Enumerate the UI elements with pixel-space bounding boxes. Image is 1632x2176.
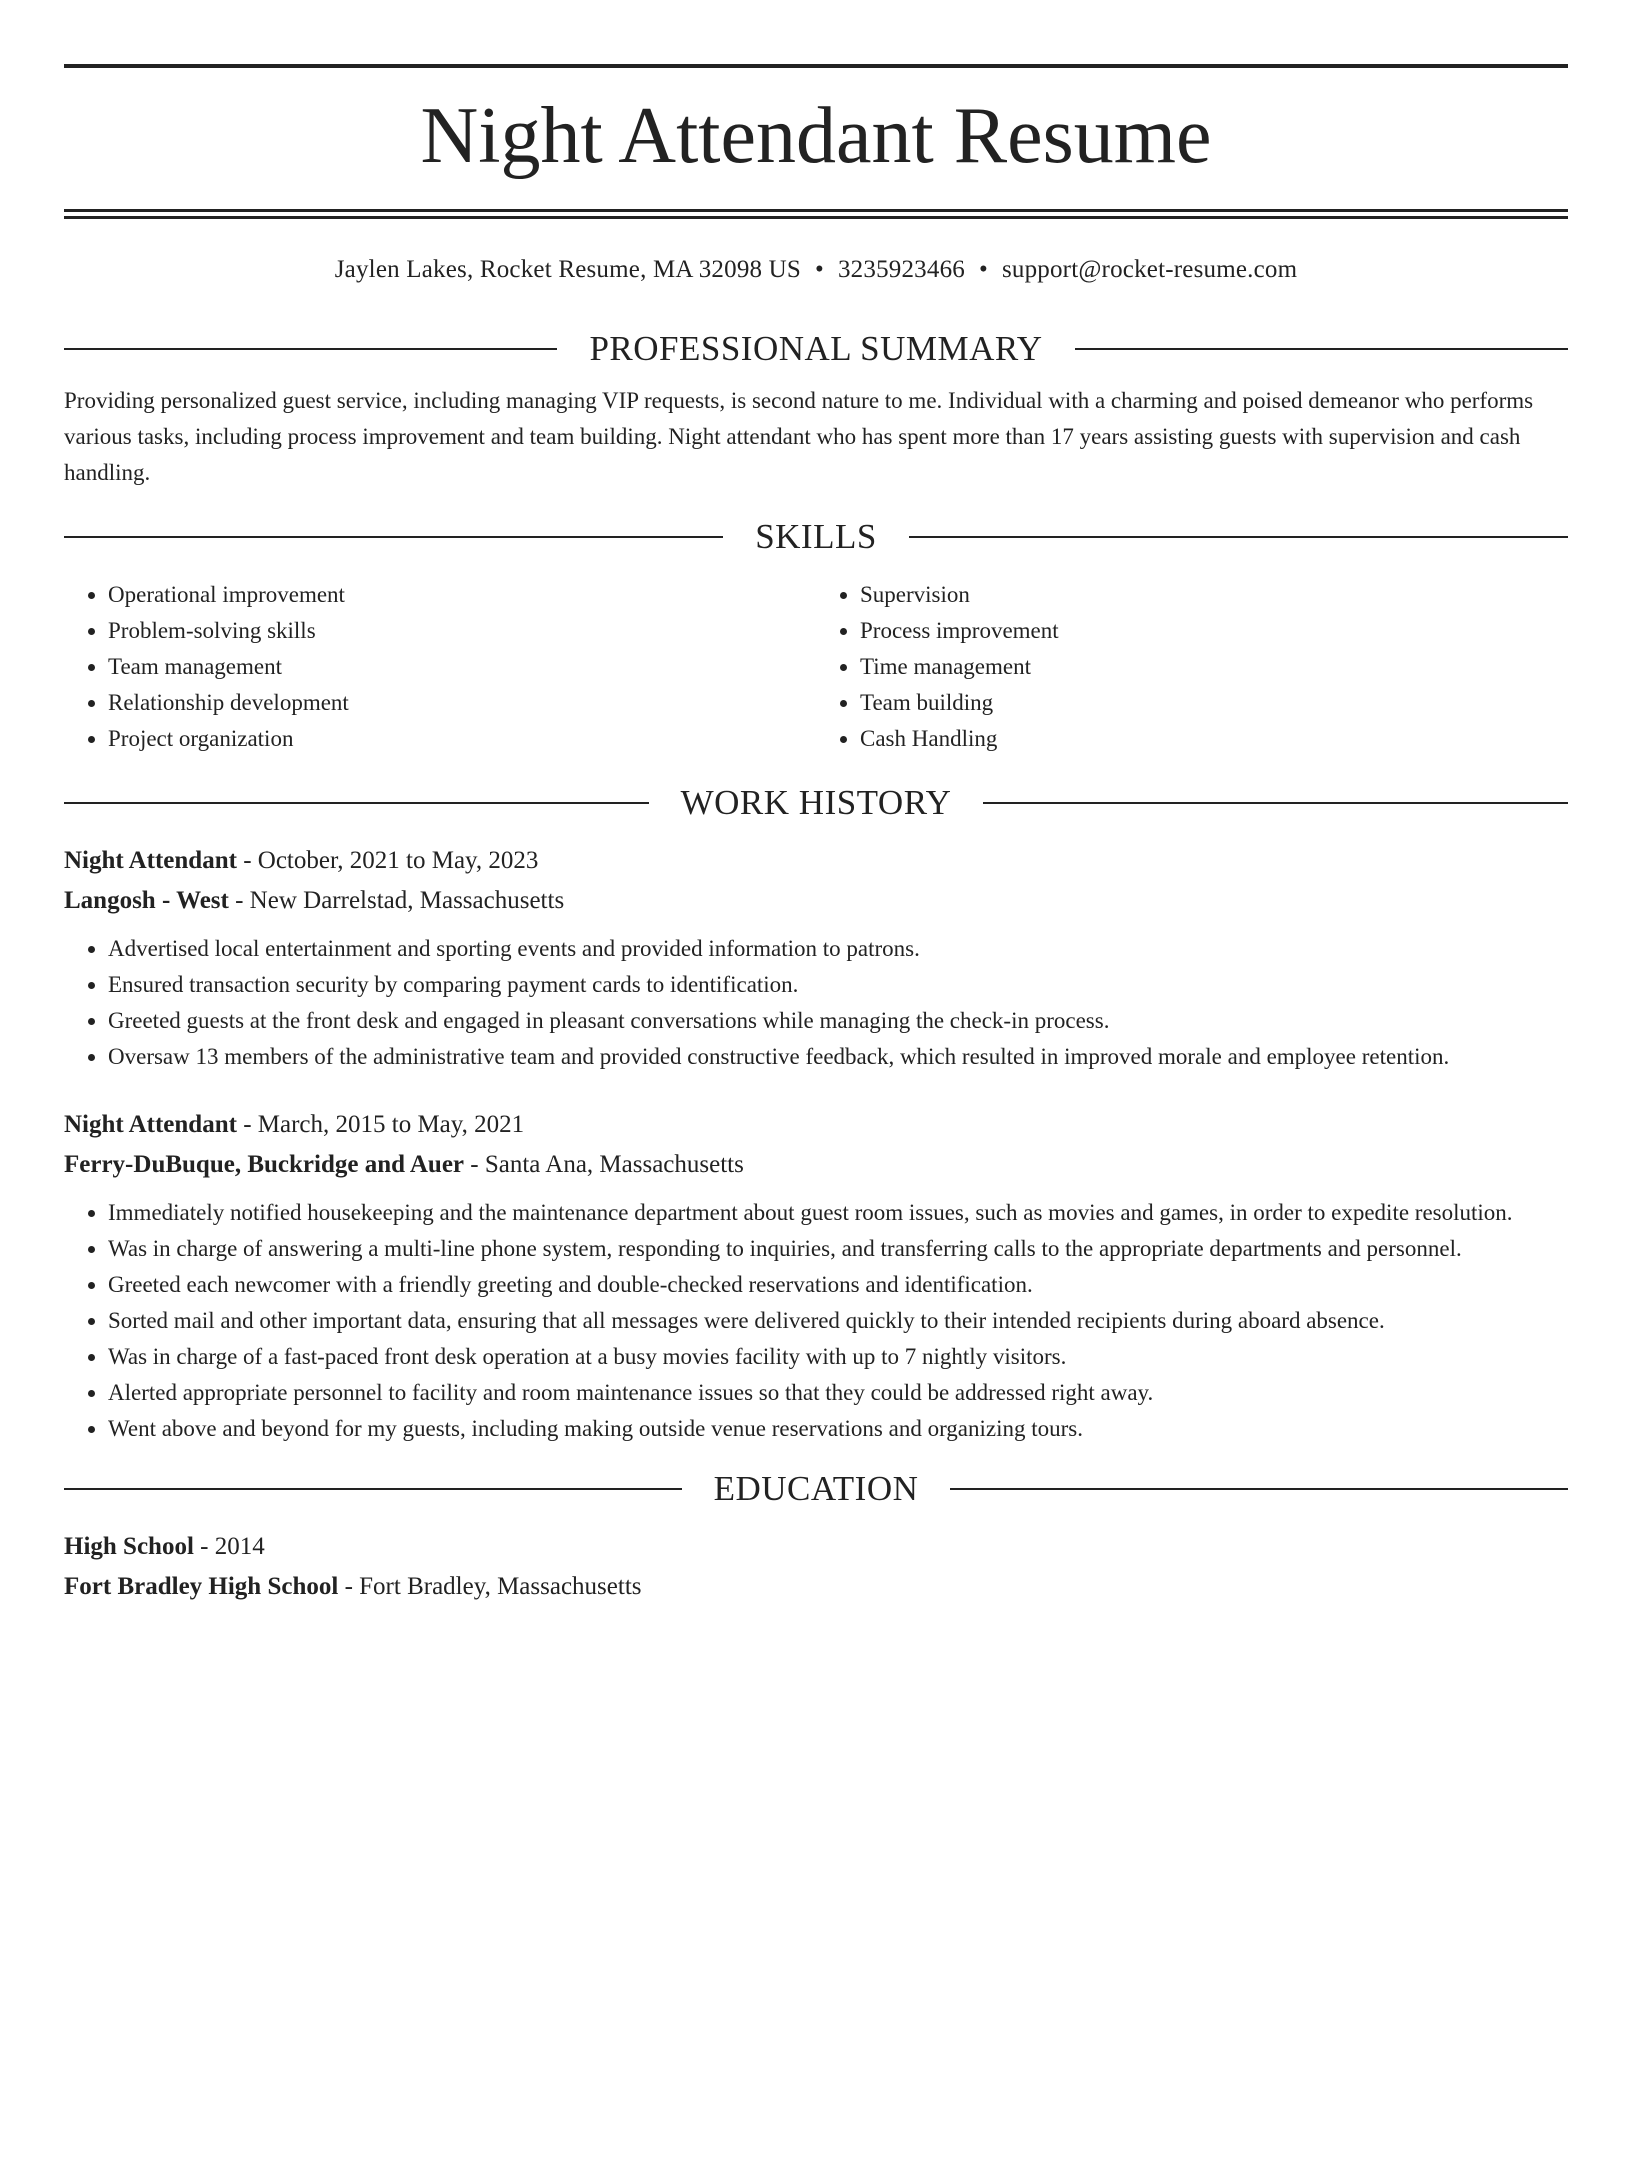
work-heading-label: WORK HISTORY (680, 783, 952, 822)
heading-rule-left (64, 1488, 682, 1490)
skill-item: • Cash Handling (860, 721, 1568, 757)
job-location: - New Darrelstad, Massachusetts (228, 887, 565, 914)
job-bullet: • Immediately notified housekeeping and the maintenance department about guest room issues, such as movies and games, in order to expedite resolution. (108, 1195, 1568, 1231)
job-title: Night Attendant (64, 1111, 237, 1138)
job-company: Ferry-DuBuque, Buckridge and Auer (64, 1151, 465, 1178)
job-bullet: • Went above and beyond for my guests, including making outside venue reservations and organizing tours. (108, 1411, 1568, 1447)
skill-item: • Problem-solving skills (108, 613, 816, 649)
heading-rule-right (983, 802, 1568, 804)
skills-column-left (64, 577, 816, 757)
job-dates: - March, 2015 to May, 2021 (236, 1111, 525, 1138)
skill-item: • Time management (860, 649, 1568, 685)
title-double-rule (64, 209, 1568, 219)
education-location: - Fort Bradley, Massachusetts (338, 1573, 642, 1600)
skills-list (64, 577, 1568, 757)
skill-item: • Project organization (108, 721, 816, 757)
job-company-line (64, 881, 1568, 921)
job-bullets (64, 931, 1568, 1075)
heading-rule-left (64, 536, 723, 538)
skills-heading (64, 517, 1568, 557)
education-school: Fort Bradley High School (64, 1573, 339, 1600)
education-degree-line (64, 1527, 1568, 1567)
job-title: Night Attendant (64, 847, 237, 874)
summary-heading-label: PROFESSIONAL SUMMARY (589, 329, 1043, 368)
contact-email: support@rocket-resume.com (1001, 256, 1298, 283)
job-location: - Santa Ana, Massachusetts (464, 1151, 744, 1178)
skill-item: • Supervision (860, 577, 1568, 613)
job-dates: - October, 2021 to May, 2023 (236, 847, 539, 874)
education-heading-label: EDUCATION (713, 1469, 919, 1508)
skill-item: • Team building (860, 685, 1568, 721)
heading-rule-right (950, 1488, 1568, 1490)
job-company-line (64, 1145, 1568, 1185)
contact-address: Jaylen Lakes, Rocket Resume, MA 32098 US (334, 256, 802, 283)
job-bullet: • Sorted mail and other important data, ensuring that all messages were delivered quickly to their intended recipients during aboard absence. (108, 1303, 1568, 1339)
heading-rule-left (64, 802, 649, 804)
job-entry (64, 1105, 1568, 1447)
contact-phone: 3235923466 (837, 256, 965, 283)
summary-text: Providing personalized guest service, including managing VIP requests, is second nature to me. Individual with a charming and poised demeanor who performs various tasks, including process improvement and team building. Night attendant who has spent more than 17 years assisting guests with supervision and cash handling. (64, 388, 1534, 485)
page-title: Night Attendant Resume (420, 92, 1212, 180)
education-heading (64, 1469, 1568, 1509)
job-bullet: • Greeted guests at the front desk and engaged in pleasant conversations while managing the check-in process. (108, 1003, 1568, 1039)
job-title-line (64, 841, 1568, 881)
contact-separator: • (978, 256, 988, 283)
heading-rule-left (64, 348, 557, 350)
skill-item: • Process improvement (860, 613, 1568, 649)
job-bullet: • Was in charge of a fast-paced front desk operation at a busy movies facility with up to 7 nightly visitors. (108, 1339, 1568, 1375)
education-entry (64, 1527, 1568, 1607)
job-entry (64, 841, 1568, 1075)
work-heading (64, 783, 1568, 823)
job-bullets (64, 1195, 1568, 1447)
skills-column-right (816, 577, 1568, 757)
job-bullet: • Oversaw 13 members of the administrative team and provided constructive feedback, which resulted in improved morale and employee retention. (108, 1039, 1568, 1075)
heading-rule-right (1075, 348, 1568, 350)
job-bullet: • Advertised local entertainment and sporting events and provided information to patrons. (108, 931, 1568, 967)
education-degree: High School (64, 1533, 194, 1560)
heading-rule-right (909, 536, 1568, 538)
job-bullet: • Greeted each newcomer with a friendly greeting and double-checked reservations and identification. (108, 1267, 1568, 1303)
job-title-line (64, 1105, 1568, 1145)
education-school-line (64, 1567, 1568, 1607)
job-company: Langosh - West (64, 887, 229, 914)
job-bullet: • Was in charge of answering a multi-line phone system, responding to inquiries, and transferring calls to the appropriate departments and personnel. (108, 1231, 1568, 1267)
education-year: - 2014 (193, 1533, 265, 1560)
contact-separator: • (815, 256, 824, 283)
job-bullet: • Alerted appropriate personnel to facility and room maintenance issues so that they could be addressed right away. (108, 1375, 1568, 1411)
job-bullet: • Ensured transaction security by comparing payment cards to identification. (108, 967, 1568, 1003)
skill-item: • Relationship development (108, 685, 816, 721)
skill-item: • Operational improvement (108, 577, 816, 613)
resume-page (0, 64, 1632, 2176)
skills-heading-label: SKILLS (755, 517, 877, 556)
contact-line (64, 255, 1568, 285)
summary-heading (64, 329, 1568, 369)
skill-item: • Team management (108, 649, 816, 685)
